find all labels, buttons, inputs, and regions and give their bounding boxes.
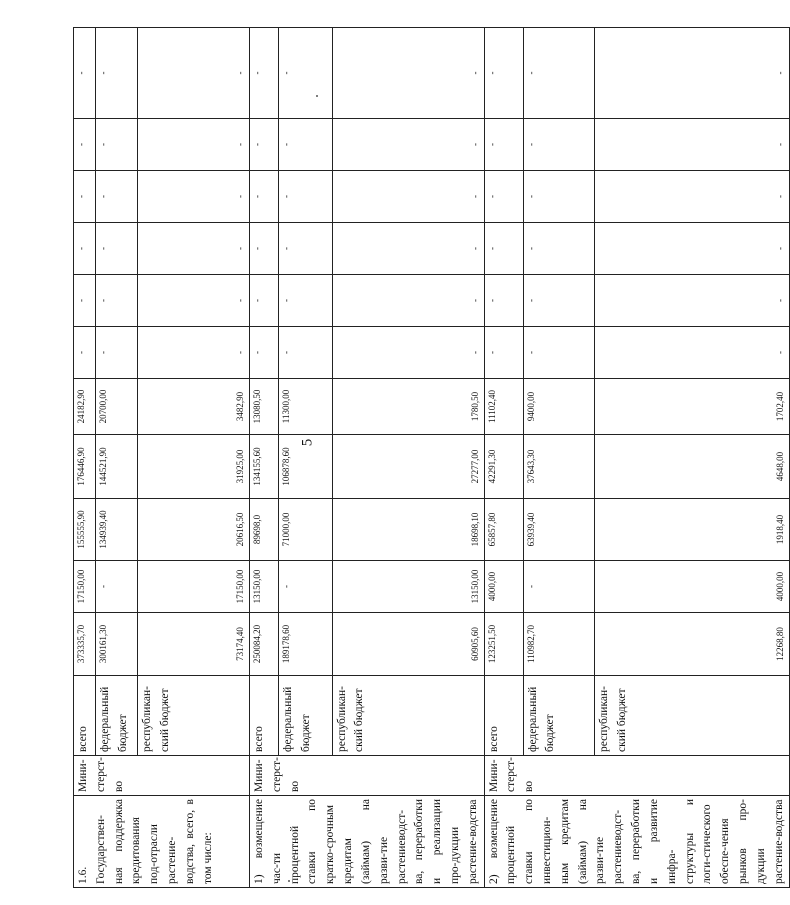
value-y3: 106878,60 bbox=[279, 435, 332, 499]
value-y5: - bbox=[594, 327, 790, 379]
value-y2: 20616,50 bbox=[138, 499, 250, 561]
value-y8: - bbox=[279, 171, 332, 223]
value-y6: - bbox=[96, 275, 138, 327]
value-y2: 89698,0 bbox=[250, 499, 279, 561]
funding-source: федеральный бюджет bbox=[279, 676, 332, 756]
table-row bbox=[74, 28, 96, 888]
executor: Мини-стерст-во bbox=[484, 756, 790, 796]
value-y6: - bbox=[594, 275, 790, 327]
value-y6: - bbox=[332, 275, 484, 327]
value-total: 189178,60 bbox=[279, 613, 332, 676]
value-total: 373335,70 bbox=[74, 613, 96, 676]
value-total: 60905,60 bbox=[332, 613, 484, 676]
value-y10: - bbox=[96, 28, 138, 119]
value-y6: - bbox=[74, 275, 96, 327]
value-y7: - bbox=[96, 223, 138, 275]
value-y4: 1780,50 bbox=[332, 379, 484, 435]
value-y8: - bbox=[96, 171, 138, 223]
value-y3: 4648,00 bbox=[594, 435, 790, 499]
value-y10: - bbox=[523, 28, 594, 119]
value-y6: - bbox=[250, 275, 279, 327]
value-y3: 176446,90 bbox=[74, 435, 96, 499]
funding-source: всего bbox=[74, 676, 96, 756]
measure-name: 1) возмещение час-ти процентной ставки по кратко-срочным кредитам (займам) на разви-тие растениеводст-ва, переработки и реализации про-дукции растение-водства bbox=[250, 796, 485, 888]
value-y8: - bbox=[484, 171, 523, 223]
value-y4: 11102,40 bbox=[484, 379, 523, 435]
value-y6: - bbox=[484, 275, 523, 327]
value-y5: - bbox=[250, 327, 279, 379]
value-y5: - bbox=[279, 327, 332, 379]
value-y3: 37643,30 bbox=[523, 435, 594, 499]
rotated-table-wrapper bbox=[73, 28, 786, 888]
value-y4: 3482,90 bbox=[138, 379, 250, 435]
value-y4: 11300,00 bbox=[279, 379, 332, 435]
value-total: 73174,40 bbox=[138, 613, 250, 676]
value-y1: 17150,00 bbox=[74, 561, 96, 613]
value-y5: - bbox=[138, 327, 250, 379]
value-y3: 144521,90 bbox=[96, 435, 138, 499]
value-y9: - bbox=[74, 119, 96, 171]
value-y8: - bbox=[332, 171, 484, 223]
value-y1: 4000,00 bbox=[484, 561, 523, 613]
funding-source: всего bbox=[250, 676, 279, 756]
value-y2: 65857,80 bbox=[484, 499, 523, 561]
value-y2: 63939,40 bbox=[523, 499, 594, 561]
value-y9: - bbox=[484, 119, 523, 171]
value-y1: - bbox=[96, 561, 138, 613]
value-total: 12268,80 bbox=[594, 613, 790, 676]
value-y2: 71000,00 bbox=[279, 499, 332, 561]
value-y1: 13150,00 bbox=[332, 561, 484, 613]
value-y8: - bbox=[523, 171, 594, 223]
value-y8: - bbox=[74, 171, 96, 223]
value-y10: - bbox=[138, 28, 250, 119]
value-y7: - bbox=[279, 223, 332, 275]
measure-name: 2) возмещение процентной ставки по инвестицион-ным кредитам (займам) на разви-тие растениеводст-ва, переработки и развитие инфра-структуры и логи-стического обеспе-чения рынков про-дукции растение-водства bbox=[484, 796, 790, 888]
executor: Мини-стерст-во bbox=[74, 756, 250, 796]
value-y1: - bbox=[279, 561, 332, 613]
value-y4: 20700,00 bbox=[96, 379, 138, 435]
value-y2: 134939,40 bbox=[96, 499, 138, 561]
value-y5: - bbox=[74, 327, 96, 379]
value-y9: - bbox=[332, 119, 484, 171]
value-y4: 24182,90 bbox=[74, 379, 96, 435]
funding-source: федеральный бюджет bbox=[96, 676, 138, 756]
table-row bbox=[250, 28, 279, 888]
value-total: 123251,50 bbox=[484, 613, 523, 676]
value-y3: 31925,00 bbox=[138, 435, 250, 499]
value-y9: - bbox=[96, 119, 138, 171]
value-y7: - bbox=[74, 223, 96, 275]
value-y9: - bbox=[523, 119, 594, 171]
value-y2: 155555,90 bbox=[74, 499, 96, 561]
value-y10: - bbox=[250, 28, 279, 119]
program-funding-table bbox=[73, 27, 790, 888]
value-y6: - bbox=[279, 275, 332, 327]
value-y1: 4000,00 bbox=[594, 561, 790, 613]
value-y4: 1702,40 bbox=[594, 379, 790, 435]
value-total: 300161,30 bbox=[96, 613, 138, 676]
value-y10: - bbox=[594, 28, 790, 119]
value-y1: - bbox=[523, 561, 594, 613]
value-y5: - bbox=[332, 327, 484, 379]
page-number: 5 bbox=[299, 438, 316, 447]
executor: Мини-стерст-во bbox=[250, 756, 485, 796]
value-y8: - bbox=[594, 171, 790, 223]
value-y3: 134155,60 bbox=[250, 435, 279, 499]
value-y7: - bbox=[332, 223, 484, 275]
funding-source: республикан-ский бюджет bbox=[594, 676, 790, 756]
value-y7: - bbox=[594, 223, 790, 275]
value-y8: - bbox=[138, 171, 250, 223]
table-row bbox=[484, 28, 523, 888]
value-y2: 1918,40 bbox=[594, 499, 790, 561]
funding-source: республикан-ский бюджет bbox=[138, 676, 250, 756]
funding-source: федеральный бюджет bbox=[523, 676, 594, 756]
value-y5: - bbox=[96, 327, 138, 379]
value-y5: - bbox=[484, 327, 523, 379]
value-y2: 18698,10 bbox=[332, 499, 484, 561]
value-total: 250084,20 bbox=[250, 613, 279, 676]
value-y1: 17150,00 bbox=[138, 561, 250, 613]
value-y9: - bbox=[594, 119, 790, 171]
value-total: 110982,70 bbox=[523, 613, 594, 676]
value-y10: - bbox=[484, 28, 523, 119]
funding-source: республикан-ский бюджет bbox=[332, 676, 484, 756]
value-y7: - bbox=[250, 223, 279, 275]
value-y1: 13150,00 bbox=[250, 561, 279, 613]
value-y10: - bbox=[74, 28, 96, 119]
measure-name: 1.6. Государствен-ная поддержка кредитования под-отрасли растение-водства, всего, в том числе: bbox=[74, 796, 250, 888]
value-y9: - bbox=[138, 119, 250, 171]
value-y6: - bbox=[138, 275, 250, 327]
value-y10: - bbox=[279, 28, 332, 119]
value-y9: - bbox=[279, 119, 332, 171]
value-y10: - bbox=[332, 28, 484, 119]
value-y4: 9400,00 bbox=[523, 379, 594, 435]
value-y7: - bbox=[484, 223, 523, 275]
funding-source: всего bbox=[484, 676, 523, 756]
value-y7: - bbox=[138, 223, 250, 275]
value-y4: 13080,50 bbox=[250, 379, 279, 435]
value-y7: - bbox=[523, 223, 594, 275]
value-y3: 42291,30 bbox=[484, 435, 523, 499]
value-y8: - bbox=[250, 171, 279, 223]
value-y6: - bbox=[523, 275, 594, 327]
value-y9: - bbox=[250, 119, 279, 171]
value-y3: 27277,00 bbox=[332, 435, 484, 499]
value-y5: - bbox=[523, 327, 594, 379]
